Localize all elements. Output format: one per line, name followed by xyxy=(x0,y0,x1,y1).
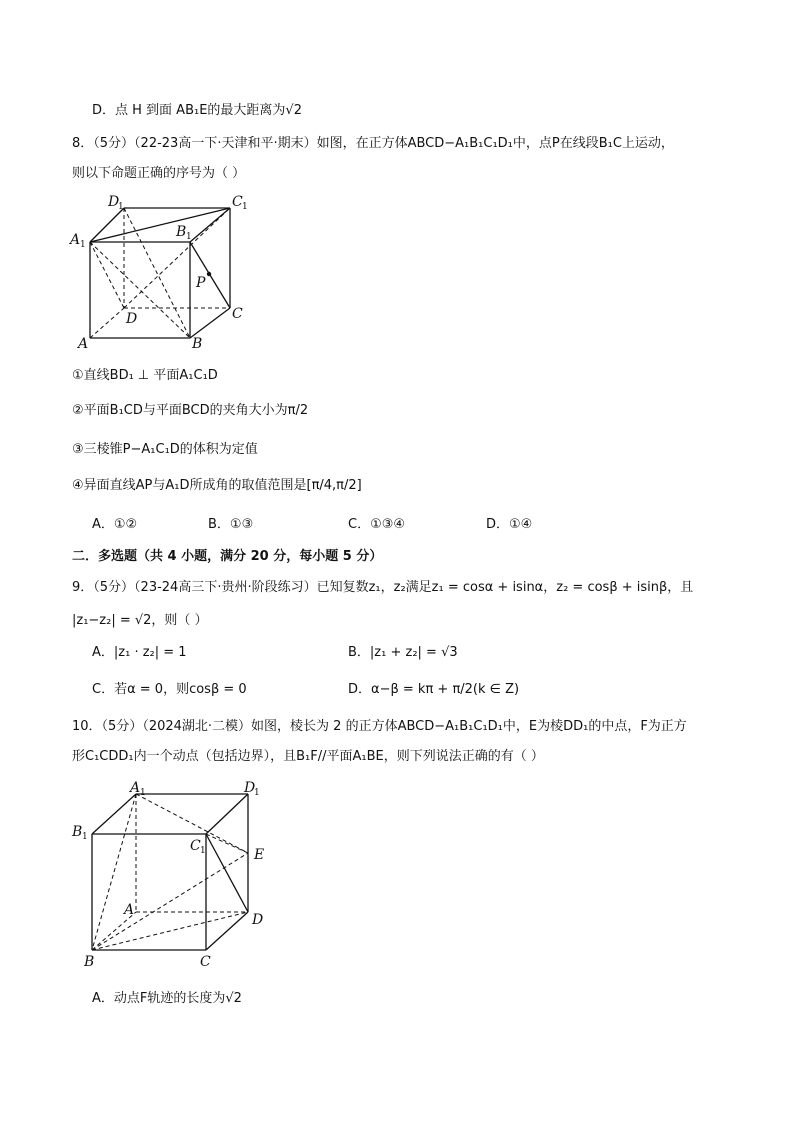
svg-text:1: 1 xyxy=(118,202,124,212)
label-B: B xyxy=(192,336,203,350)
q9-option-b: B．|z₁ + z₂| = √3 xyxy=(348,645,458,660)
label-B1: B xyxy=(72,824,83,840)
q7-option-d: D．点 H 到面 AB₁E的最大距离为√2 xyxy=(92,103,302,118)
label-D1: D xyxy=(244,780,256,796)
q9-stem-line2: |z₁−z₂| = √2，则（ ） xyxy=(72,613,208,628)
q8-stem-line1: 8．（5分）（22-23高一下·天津和平·期末）如图，在正方体ABCD−A₁B₁C₁D₁中，点P在线段B₁C上运动， xyxy=(72,136,674,151)
label-E: E xyxy=(254,847,265,863)
q10-option-a: A．动点F轨迹的长度为√2 xyxy=(92,991,242,1006)
svg-text:1: 1 xyxy=(140,788,146,798)
label-B: B xyxy=(84,954,95,970)
label-C: C xyxy=(232,306,243,322)
q8-statement-3: ③三棱锥P−A₁C₁D的体积为定值 xyxy=(72,442,258,457)
label-C1: C xyxy=(232,194,243,210)
q8-option-c: C．①③④ xyxy=(348,517,406,532)
label-B1: B xyxy=(176,224,187,240)
q8-statement-4: ④异面直线AP与A₁D所成角的取值范围是[π/4,π/2] xyxy=(72,478,362,493)
q10-cube-figure xyxy=(66,780,286,975)
svg-text:1: 1 xyxy=(254,788,260,798)
label-D1: D xyxy=(108,194,120,210)
q10-stem-line2: 形C₁CDD₁内一个动点（包括边界），且B₁F//平面A₁BE，则下列说法正确的有（ ） xyxy=(72,749,544,764)
q8-option-b: B．①③ xyxy=(208,517,254,532)
svg-text:1: 1 xyxy=(82,832,88,842)
label-A1: A xyxy=(130,780,141,796)
label-A: A xyxy=(78,336,89,350)
q9-option-a: A．|z₁ · z₂| = 1 xyxy=(92,645,187,660)
q8-option-d: D．①④ xyxy=(486,517,533,532)
q8-option-a: A．①② xyxy=(92,517,138,532)
q10-stem-line1: 10．（5分）（2024湖北·二模）如图，棱长为 2 的正方体ABCD−A₁B₁C₁D₁中，E为棱DD₁的中点，F为正方 xyxy=(72,719,687,734)
svg-text:1: 1 xyxy=(80,240,86,250)
q9-stem-line1: 9．（5分）（23-24高三下·贵州·阶段练习）已知复数z₁，z₂满足z₁ = cosα + isinα，z₂ = cosβ + isinβ，且 xyxy=(72,580,694,595)
q9-option-c: C．若α = 0，则cosβ = 0 xyxy=(92,682,247,697)
q8-statement-2: ②平面B₁CD与平面BCD的夹角大小为π/2 xyxy=(72,403,309,418)
label-A: A xyxy=(124,902,135,918)
label-D: D xyxy=(252,912,264,928)
label-A1: A xyxy=(70,232,81,248)
q8-stem-line2: 则以下命题正确的序号为（ ） xyxy=(72,166,246,181)
svg-text:1: 1 xyxy=(186,232,192,242)
q8-statement-1: ①直线BD₁ ⊥ 平面A₁C₁D xyxy=(72,368,218,383)
svg-text:1: 1 xyxy=(242,202,248,212)
q9-option-d: D．α−β = kπ + π/2(k ∈ Z) xyxy=(348,682,520,697)
svg-text:1: 1 xyxy=(200,846,206,856)
label-C: C xyxy=(200,954,211,970)
label-C1: C xyxy=(190,838,201,854)
label-P: P xyxy=(196,275,206,291)
label-D: D xyxy=(126,311,138,327)
q8-cube-figure xyxy=(66,190,256,350)
section-heading-multiple-choice: 二．多选题（共 4 小题，满分 20 分，每小题 5 分） xyxy=(72,549,383,564)
